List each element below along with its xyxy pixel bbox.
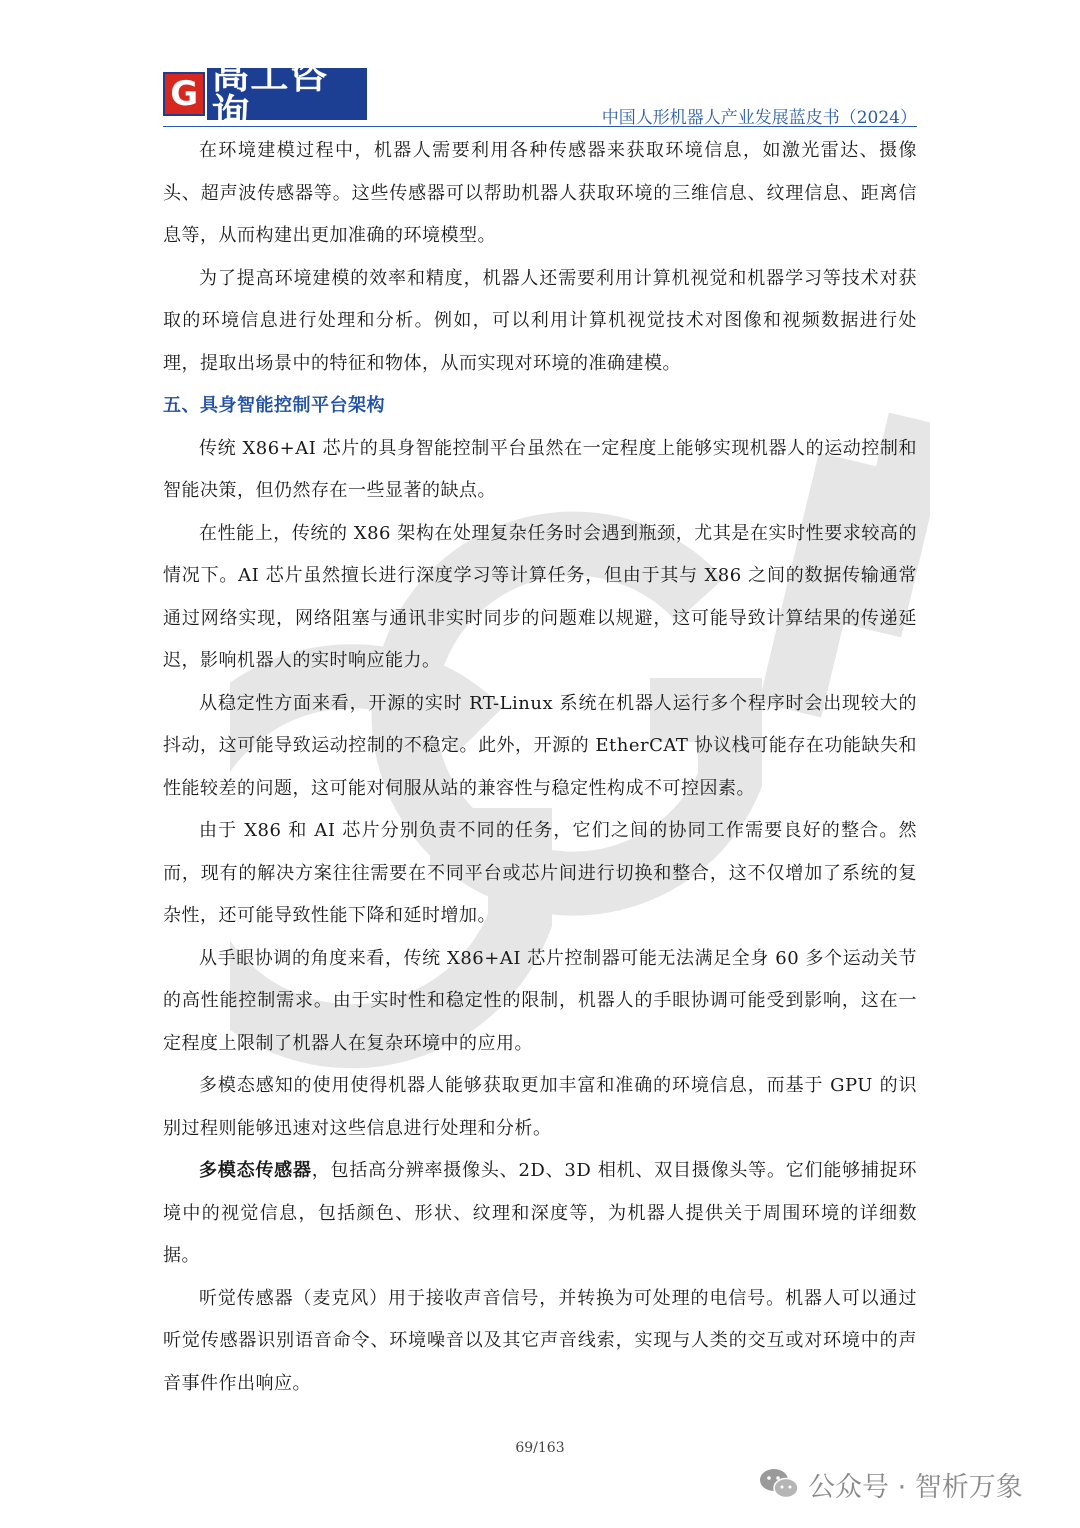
term-multimodal-sensors: 多模态传感器 [199,1160,312,1181]
wechat-account-mark [758,1462,1023,1506]
logo-text: 高工咨询 [207,68,367,120]
paragraph-audio-sensors: 听觉传感器（麦克风）用于接收声音信号，并转换为可处理的电信号。机器人可以通过听觉传感器识别语音命令、环境噪音以及其它声音线索，实现与人类的交互或对环境中的声音事件作出响应。 [163,1287,917,1394]
company-logo [163,53,367,135]
page-content [163,130,917,1405]
paragraph-hand-eye: 从手眼协调的角度来看，传统 X86+AI 芯片控制器可能无法满足全身 60 多个运动关节的高性能控制需求。由于实时性和稳定性的限制，机器人的手眼协调可能受到影响，这在一定程度上限制了机器人在复杂环境中的应用。 [163,947,917,1054]
paragraph-env-sensors: 在环境建模过程中，机器人需要利用各种传感器来获取环境信息，如激光雷达、摄像头、超声波传感器等。这些传感器可以帮助机器人获取环境的三维信息、纹理信息、距离信息等，从而构建出更加准确的环境模型。 [163,140,917,246]
section-heading: 五、具身智能控制平台架构 [163,395,385,416]
wechat-account-label: 公众号 · 智析万象 [808,1471,1023,1503]
paragraph-multimodal-sensors [163,1150,917,1278]
paragraph-multimodal-sensors-text: ，包括高分辨率摄像头、2D、3D 相机、双目摄像头等。它们能够捕捉环境中的视觉信息，包括颜色、形状、纹理和深度等，为机器人提供关于周围环境的详细数据。 [163,1160,917,1266]
page-number: 69/163 [515,1440,565,1456]
paragraph-multimodal-perception: 多模态感知的使用使得机器人能够获取更加丰富和准确的环境信息，而基于 GPU 的识别过程则能够迅速对这些信息进行处理和分析。 [163,1075,917,1139]
paragraph-integration: 由于 X86 和 AI 芯片分别负责不同的任务，它们之间的协同工作需要良好的整合。然而，现有的解决方案往往需要在不同平台或芯片间进行切换和整合，这不仅增加了系统的复杂性，还可能导致性能下降和延时增加。 [163,820,917,926]
header-divider [163,126,917,127]
paragraph-env-modeling-efficiency: 为了提高环境建模的效率和精度，机器人还需要利用计算机视觉和机器学习等技术对获取的环境信息进行处理和分析。例如，可以利用计算机视觉技术对图像和视频数据进行处理，提取出场景中的特征和物体，从而实现对环境的准确建模。 [163,267,917,374]
wechat-icon [758,1466,800,1502]
paragraph-stability: 从稳定性方面来看，开源的实时 RT-Linux 系统在机器人运行多个程序时会出现较大的抖动，这可能导致运动控制的不稳定。此外，开源的 EtherCAT 协议栈可能存在功能缺失和性能较差的问题，这可能对伺服从站的兼容性与稳定性构成不可控因素。 [163,692,917,799]
report-title: 中国人形机器人产业发展蓝皮书（2024） [601,108,917,128]
paragraph-platform-intro: 传统 X86+AI 芯片的具身智能控制平台虽然在一定程度上能够实现机器人的运动控制和智能决策，但仍然存在一些显著的缺点。 [163,437,917,501]
paragraph-performance: 在性能上，传统的 X86 架构在处理复杂任务时会遇到瓶颈，尤其是在实时性要求较高的情况下。AI 芯片虽然擅长进行深度学习等计算任务，但由于其与 X86 之间的数据传输通常通过网络实现，网络阻塞与通讯非实时同步的问题难以规避，这可能导致计算结果的传递延迟，影响机器人的实时响应能力。 [163,522,917,671]
logo-mark: G [163,72,205,116]
